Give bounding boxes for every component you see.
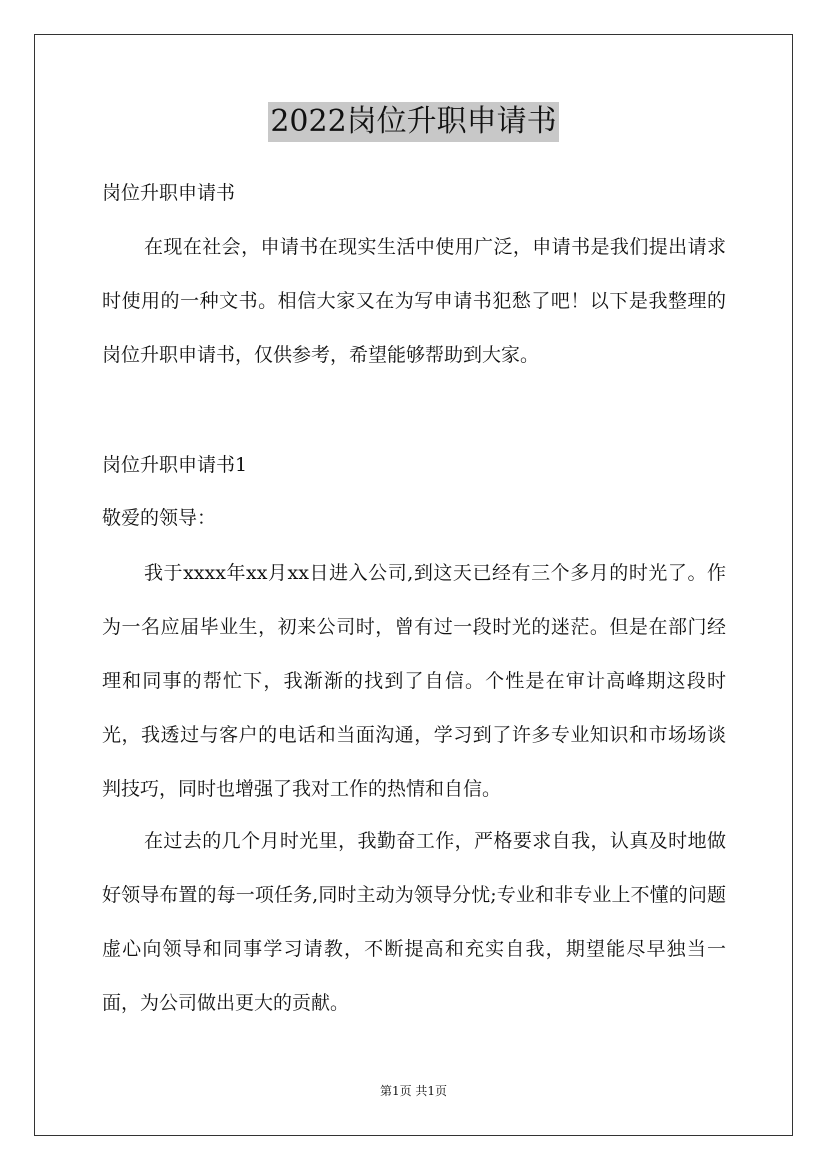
- document-title: 2022岗位升职申请书: [268, 102, 558, 142]
- section-heading: 岗位升职申请书1: [102, 454, 248, 476]
- salutation: 敬爱的领导：: [102, 507, 217, 529]
- page-footer: 第1页 共1页: [379, 1084, 448, 1098]
- intro-paragraph: 在现在社会，申请书在现实生活中使用广泛，申请书是我们提出请求时使用的一种文书。相信大家又在为写申请书犯愁了吧！以下是我整理的岗位升职申请书，仅供参考，希望能够帮助到大家。: [102, 236, 726, 366]
- body-paragraph-2: 在过去的几个月时光里，我勤奋工作，严格要求自我，认真及时地做好领导布置的每一项任务,同时主动为领导分忧;专业和非专业上不懂的问题虚心向领导和同事学习请教，不断提高和充实自我，期望能尽早独当一面，为公司做出更大的贡献。: [102, 830, 726, 1014]
- subtitle: 岗位升职申请书: [102, 182, 236, 204]
- title-container: [0, 102, 827, 142]
- body-paragraph-1: 我于xxxx年xx月xx日进入公司,到这天已经有三个多月的时光了。作为一名应届毕业生，初来公司时，曾有过一段时光的迷茫。但是在部门经理和同事的帮忙下，我渐渐的找到了自信。个性是在审计高峰期这段时光，我透过与客户的电话和当面沟通，学习到了许多专业知识和市场场谈判技巧，同时也增强了我对工作的热情和自信。: [102, 562, 726, 800]
